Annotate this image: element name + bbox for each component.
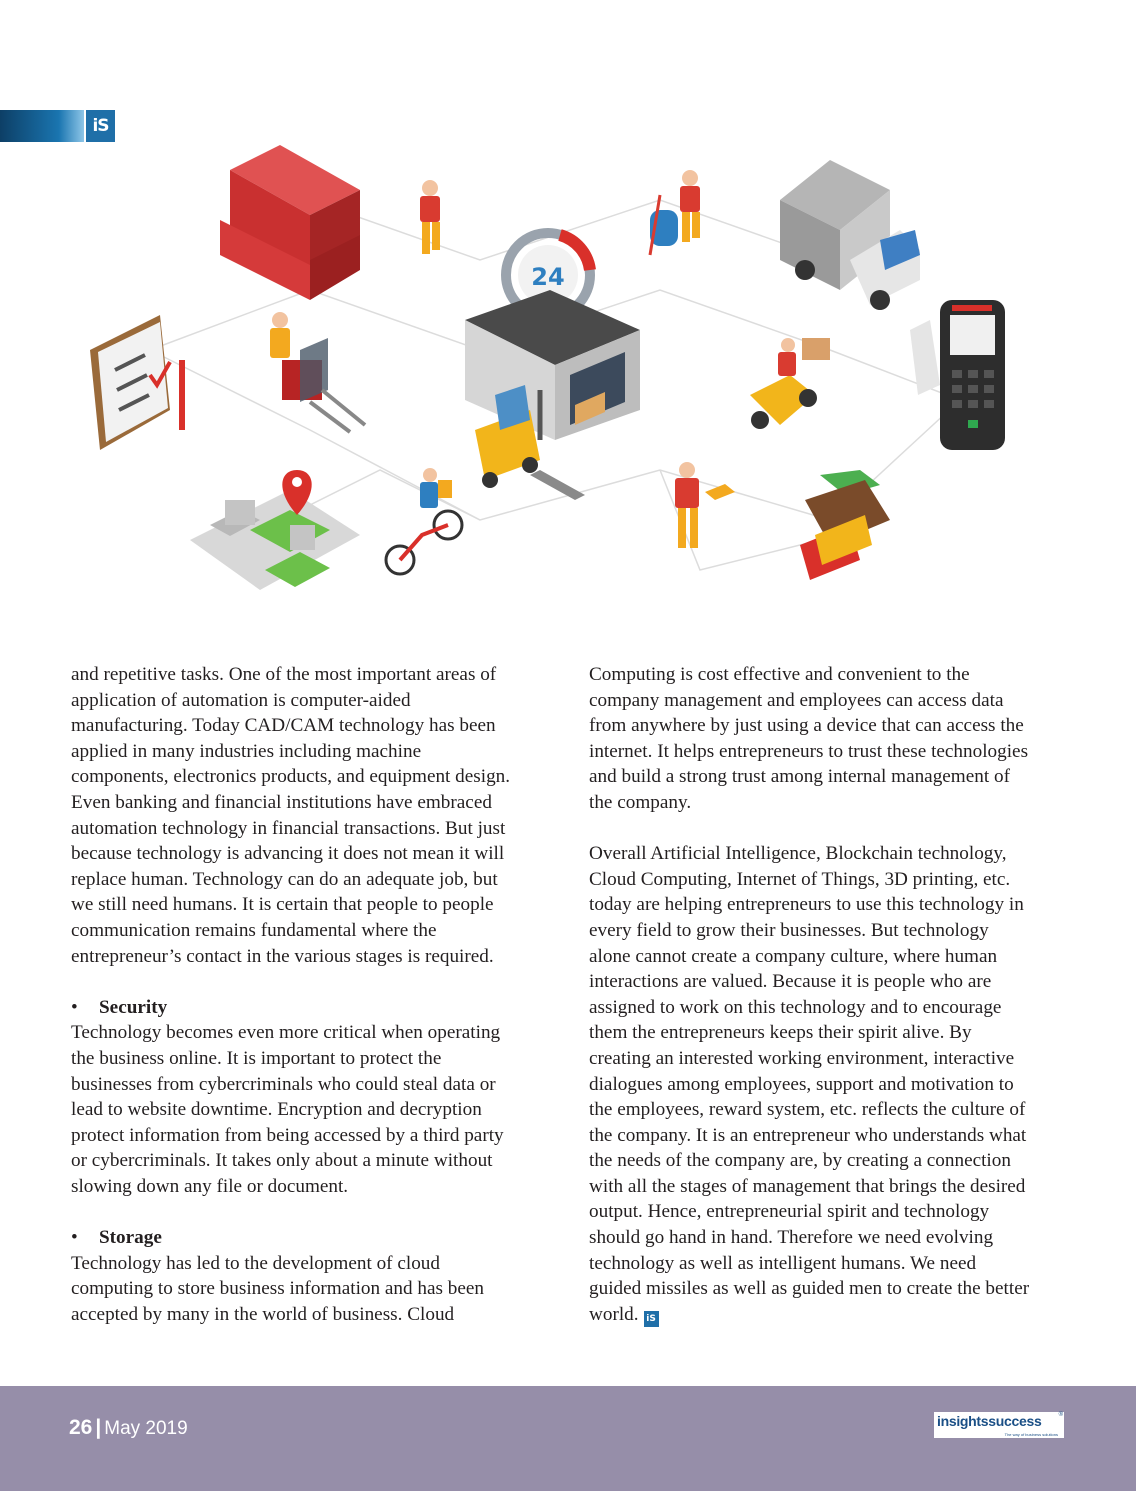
shipping-containers-icon (220, 145, 360, 300)
checklist-clipboard-icon (90, 315, 182, 450)
pallet-jack-worker-icon (270, 312, 365, 432)
bullet-marker: • (71, 1227, 78, 1249)
logistics-illustration (60, 140, 1080, 610)
page-number: 26 (69, 1416, 93, 1439)
storage-paragraph: Technology has led to the development of cloud computing to store business information and has been accepted by many in the world of business. Cloud (71, 1252, 484, 1325)
wallet-cards-icon (800, 470, 890, 580)
bullet-marker: • (71, 996, 78, 1018)
article-column-left (71, 662, 551, 1327)
clock-24-label: 24 (531, 263, 565, 291)
storage-heading (71, 1225, 551, 1251)
magazine-logo-mark: iS (86, 110, 115, 142)
header-accent-bar (0, 110, 84, 142)
issue-date: May 2019 (104, 1418, 188, 1439)
brand-tagline: The way of business solutions (1004, 1432, 1058, 1437)
delivery-truck-icon (780, 160, 920, 310)
right-paragraph-cloud: Computing is cost effective and convenient to the company management and employees can access data from anywhere by just using a device that can access the internet. It helps entrepreneurs to trust these technologies and build a strong trust among internal management of the company. (589, 664, 1029, 813)
left-paragraph-automation: and repetitive tasks. One of the most important areas of application of automation is computer-aided manufacturing. Today CAD/CAM technology has been applied in many industries including machine components, electronics products, and equipment design. Even banking and financial institutions have embraced automation technology in financial transactions. But just because technology is advancing it does not mean it will replace human. Technology can do an adequate job, but we still need humans. It is certain that people to people communication remains fundamental where the entrepreneur’s contact in the various stages is required. (71, 664, 511, 967)
barcode-scanner-icon (910, 300, 1005, 450)
security-heading-text: Security (99, 996, 168, 1018)
brand-logo (934, 1412, 1064, 1438)
footer-separator: | (95, 1416, 102, 1439)
right-paragraph-conclusion (589, 841, 1069, 1327)
hand-truck-worker-icon (650, 170, 700, 255)
storage-heading-text: Storage (99, 1227, 162, 1249)
page-number-block (69, 1416, 188, 1440)
security-paragraph: Technology becomes even more critical when operating the business online. It is important to protect the businesses from cybercriminals who could steal data or lead to website downtime. Encryption and decryption protect information from being accessed by a third party or cybercriminals. It takes only about a minute without slowing down any file or document. (71, 1022, 504, 1197)
page-footer (0, 1386, 1136, 1491)
scooter-courier-icon (750, 338, 830, 429)
courier-with-parcel-icon (420, 180, 440, 254)
conclusion-text: Overall Artificial Intelligence, Blockchain technology, Cloud Computing, Internet of Things, 3D printing, etc. today are helping entrepreneurs to use this technology in every field to grow their businesses. But technology alone cannot create a company culture, where human interactions are valued. Because it is people who are assigned to work on this technology and to encourage them the entrepreneurs keeps their spirit alive. By creating an interested working environment, interactive dialogues among employees, support and motivation to the employees, reward system, etc. reflects the culture of the company. It is an entrepreneur who understands what the needs of the company are, by creating a connection with all the stages of management that brings the desired output. Hence, entrepreneurial spirit and technology should go hand in hand. Therefore we need evolving technology as well as intelligent humans. We need guided missiles as well as guided men to create the better world. (589, 843, 1030, 1325)
cyclist-courier-icon (386, 468, 462, 574)
brand-name: insightssuccess (937, 1413, 1042, 1429)
security-heading (71, 995, 551, 1021)
warehouse-24h-icon (465, 233, 640, 440)
city-map-pin-icon (190, 470, 360, 590)
pizza-delivery-man-icon (675, 462, 735, 548)
article-end-mark-icon: iS (644, 1311, 659, 1327)
brand-registered-mark: ® (1058, 1412, 1063, 1418)
article-column-right (589, 662, 1069, 1327)
